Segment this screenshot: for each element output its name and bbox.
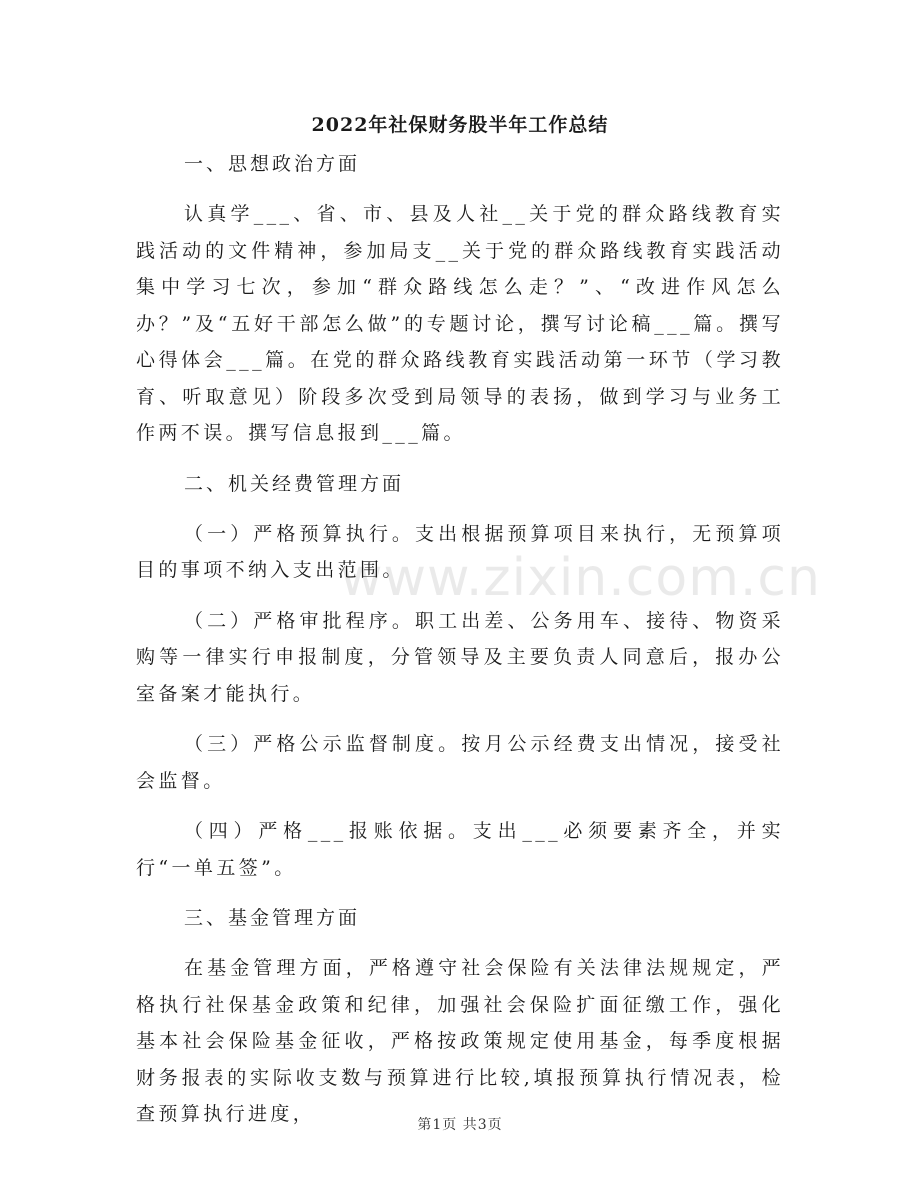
document-body (136, 146, 784, 1147)
document-title: 2022年社保财务股半年工作总结 (311, 114, 609, 136)
section-heading-3: 三、基金管理方面 (184, 907, 361, 929)
page-footer: 第1页 共3页 (417, 1117, 503, 1133)
section-1-paragraph-1: 认真学___、省、市、县及人社__关于党的群众路线教育实践活动的文件精神，参加局支__关于党的群众路线教育实践活动集中学习七次，参加“群众路线怎么走？”、“改进作风怎么办？”及“五好干部怎么做”的专题讨论，撰写讨论稿___篇。撰写心得体会___篇。在党的群众路线教育实践活动第一环节（学习教育、听取意见）阶段多次受到局领导的表扬，做到学习与业务工作两不误。撰写信息报到___篇。 (136, 203, 784, 444)
section-2-paragraph-4: （四）严格___报账依据。支出___必须要素齐全，并实行“一单五签”。 (136, 820, 784, 879)
watermark: www.zixin.com.cn (340, 548, 821, 608)
section-heading-2: 二、机关经费管理方面 (184, 472, 405, 495)
section-2-paragraph-1: （一）严格预算执行。支出根据预算项目来执行，无预算项目的事项不纳入支出范围。 (136, 522, 784, 581)
section-3-paragraph-1: 在基金管理方面，严格遵守社会保险有关法律法规规定，严格执行社保基金政策和纪律，加强社会保险扩面征缴工作，强化基本社会保险基金征收，严格按政策规定使用基金，每季度根据财务报表的实际收支数与预算进行比较,填报预算执行情况表，检查预算执行进度， (136, 957, 784, 1125)
section-heading-1: 一、思想政治方面 (184, 153, 361, 175)
section-2-paragraph-3: （三）严格公示监督制度。按月公示经费支出情况，接受社会监督。 (136, 733, 784, 792)
section-2-paragraph-2: （二）严格审批程序。职工出差、公务用车、接待、物资采购等一律实行申报制度，分管领导及主要负责人同意后，报办公室备案才能执行。 (136, 609, 784, 705)
